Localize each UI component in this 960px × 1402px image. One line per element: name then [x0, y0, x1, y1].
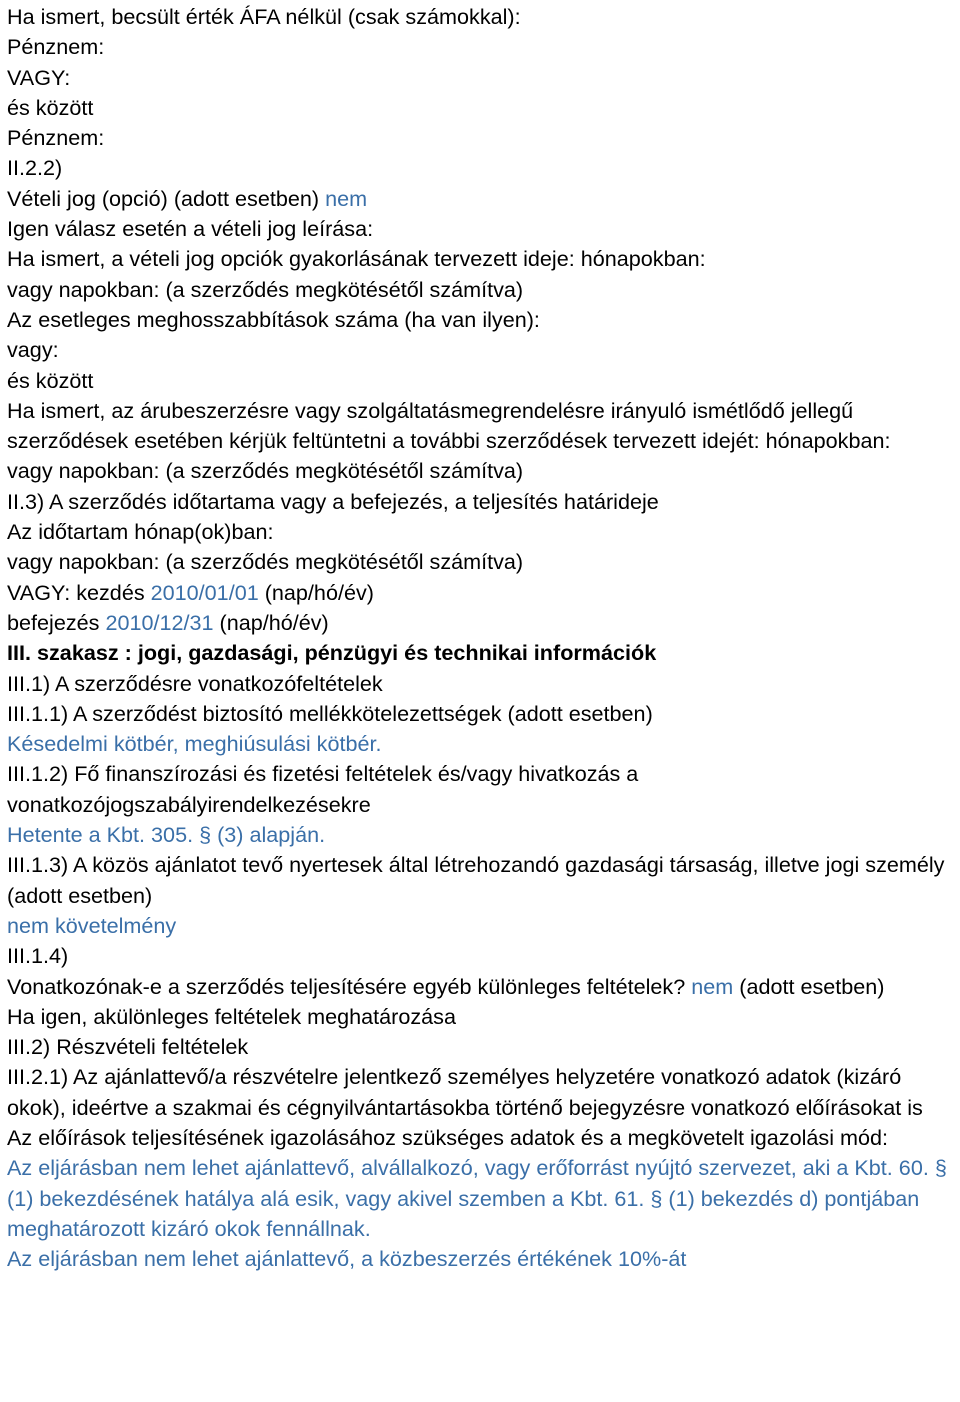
option-timing-line: Ha ismert, a vételi jog opciók gyakorlásának tervezett ideje: hónapokban: [7, 246, 706, 272]
start-date-value: 2010/01/01 [150, 579, 259, 605]
or-label: VAGY: [7, 64, 71, 90]
section-heading-ii-2-2: II.2.2) [7, 155, 63, 181]
section-heading-ii-3: II.3) A szerződés időtartama vagy a befejezés, a teljesítés határideje [7, 488, 659, 514]
special-conditions-label: Vonatkozónak-e a szerződés teljesítésére egyéb különleges feltételek? [7, 973, 692, 999]
payment-terms-value: Hetente a Kbt. 305. § (3) alapján. [7, 822, 326, 848]
days-line-2: vagy napokban: (a szerződés megkötésétől számítva) [7, 458, 524, 484]
special-conditions-suffix: (adott esetben) [733, 973, 885, 999]
currency-label-2: Pénznem: [7, 125, 105, 151]
section-heading-iii-2: III.2) Részvételi feltételek [7, 1034, 249, 1060]
exclusion-grounds-paragraph: Az eljárásban nem lehet ajánlattevő, alvállalkozó, vagy erőforrást nyújtó szervezet, aki a Kbt. 60. § (1) bekezdésének hatálya alá esik, vagy akivel szemben a Kbt. 61. § (1) bekezdés d) pontjában meghatározott kizáró okok fennállnak. [7, 1155, 947, 1241]
section-heading-iii-1-4: III.1.4) [7, 943, 69, 969]
between-label-2: és között [7, 367, 94, 393]
section-heading-iii-1-1: III.1.1) A szerződést biztosító mellékkötelezettségek (adott esetben) [7, 700, 653, 726]
date-format-hint: (nap/hó/év) [258, 579, 374, 605]
penalty-value: Késedelmi kötbér, meghiúsulási kötbér. [7, 731, 382, 757]
option-value: nem [325, 185, 368, 211]
days-line: vagy napokban: (a szerződés megkötésétől számítva) [7, 276, 524, 302]
extensions-line: Az esetleges meghosszabbítások száma (ha van ilyen): [7, 306, 540, 332]
or-label-2: vagy: [7, 337, 59, 363]
section-heading-iii: III. szakasz : jogi, gazdasági, pénzügyi és technikai információk [7, 640, 657, 666]
recurring-contracts-paragraph: Ha ismert, az árubeszerzésre vagy szolgáltatásmegrendelésre irányuló ismétlődő jellegű szerződések esetében kérjük feltüntetni a további szerződések tervezett idejét: hónapokban: [7, 397, 891, 454]
duration-months-label: Az időtartam hónap(ok)ban: [7, 519, 274, 545]
exclusion-grounds-paragraph-2: Az eljárásban nem lehet ajánlattevő, a közbeszerzés értékének 10%-át [7, 1246, 687, 1272]
special-conditions-value: nem [691, 973, 734, 999]
special-conditions-line [7, 972, 953, 1002]
section-heading-iii-1-3: III.1.3) A közös ajánlatot tevő nyertesek által létrehozandó gazdasági társaság, illetve jogi személy (adott esetben) [7, 852, 945, 908]
estimated-value-line: Ha ismert, becsült érték ÁFA nélkül (csak számokkal): [7, 4, 521, 29]
joint-bid-value: nem követelmény [7, 912, 177, 938]
currency-label: Pénznem: [7, 34, 105, 60]
start-label: VAGY: kezdés [7, 579, 151, 605]
date-format-hint-2: (nap/hó/év) [213, 609, 329, 635]
special-conditions-definition-label: Ha igen, akülönleges feltételek meghatározása [7, 1003, 456, 1029]
section-heading-iii-1: III.1) A szerződésre vonatkozófeltételek [7, 670, 383, 696]
verification-label: Az előírások teljesítésének igazolásához szükséges adatok és a megkövetelt igazolási mód: [7, 1124, 889, 1150]
section-heading-iii-2-1: III.2.1) Az ajánlattevő/a részvételre jelentkező személyes helyzetére vonatkozó adatok (kizáró okok), ideértve a szakmai és cégnyilvántartásokba történő bejegyzésre vonatkozó előírásokat is [7, 1064, 923, 1120]
document-body [7, 0, 953, 1274]
option-description-label: Igen válasz esetén a vételi jog leírása: [7, 216, 374, 242]
end-label: befejezés [7, 609, 106, 635]
between-label: és között [7, 94, 94, 120]
days-line-3: vagy napokban: (a szerződés megkötésétől számítva) [7, 549, 524, 575]
end-date-value: 2010/12/31 [105, 609, 214, 635]
option-label: Vételi jog (opció) (adott esetben) [7, 185, 326, 211]
section-heading-iii-1-2: III.1.2) Fő finanszírozási és fizetési feltételek és/vagy hivatkozás a vonatkozójogszabályirendelkezésekre [7, 761, 639, 817]
option-line [7, 184, 953, 214]
start-date-line [7, 578, 953, 608]
end-date-line [7, 608, 953, 638]
